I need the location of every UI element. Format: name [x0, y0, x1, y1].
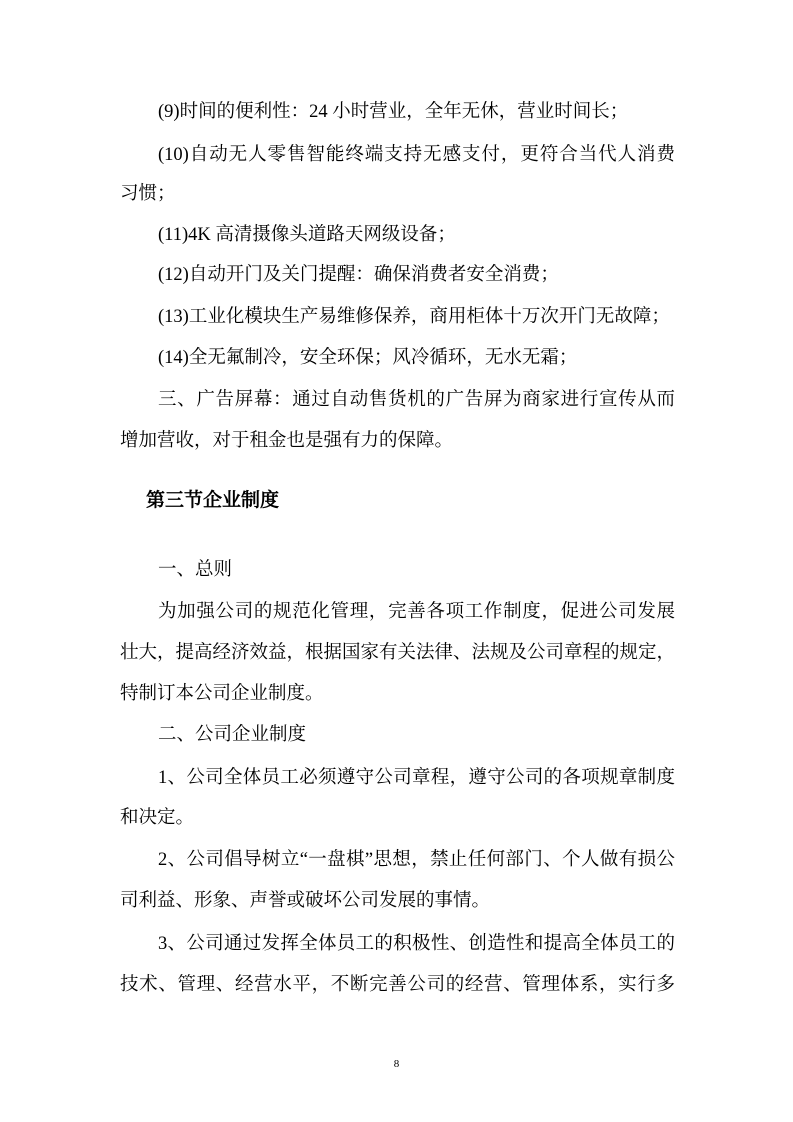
rule-3-line2: 技术、管理、经营水平，不断完善公司的经营、管理体系，实行多 — [120, 975, 675, 995]
rule-1-line1: 1、公司全体员工必须遵守公司章程，遵守公司的各项规章制度 — [158, 768, 675, 788]
general-title: 一、总则 — [158, 560, 233, 580]
paragraph-item-11: (11)4K 高清摄像头道路天网级设备； — [158, 225, 456, 245]
rules-title: 二、公司企业制度 — [158, 725, 307, 745]
paragraph-item-9: (9)时间的便利性：24 小时营业，全年无休，营业时间长； — [158, 102, 629, 122]
rule-2-line1: 2、公司倡导树立“一盘棋”思想，禁止任何部门、个人做有损公 — [158, 850, 675, 870]
section-heading: 第三节企业制度 — [146, 489, 280, 511]
paragraph-item-14: (14)全无氟制冷，安全环保；风冷循环，无水无霜； — [158, 348, 578, 368]
paragraph-ad-screen-line1: 三、广告屏幕：通过自动售货机的广告屏为商家进行宣传从而 — [158, 390, 675, 410]
rule-1-line2: 和决定。 — [120, 808, 195, 828]
paragraph-item-13: (13)工业化模块生产易维修保养，商用柜体十万次开门无故障； — [158, 307, 670, 327]
paragraph-ad-screen-line2: 增加营收，对于租金也是强有力的保障。 — [120, 431, 454, 451]
paragraph-item-10-line2: 习惯； — [120, 184, 176, 204]
paragraph-item-10-line1: (10)自动无人零售智能终端支持无感支付，更符合当代人消费 — [158, 145, 675, 165]
rule-2-line2: 司利益、形象、声誉或破坏公司发展的事情。 — [120, 891, 491, 911]
paragraph-item-12: (12)自动开门及关门提醒：确保消费者安全消费； — [158, 265, 559, 285]
general-paragraph-line1: 为加强公司的规范化管理，完善各项工作制度，促进公司发展 — [158, 602, 675, 622]
general-paragraph-line2: 壮大，提高经济效益，根据国家有关法律、法规及公司章程的规定， — [120, 643, 676, 663]
rule-3-line1: 3、公司通过发挥全体员工的积极性、创造性和提高全体员工的 — [158, 934, 675, 954]
general-paragraph-line3: 特制订本公司企业制度。 — [120, 684, 324, 704]
page-number: 8 — [393, 1058, 400, 1070]
